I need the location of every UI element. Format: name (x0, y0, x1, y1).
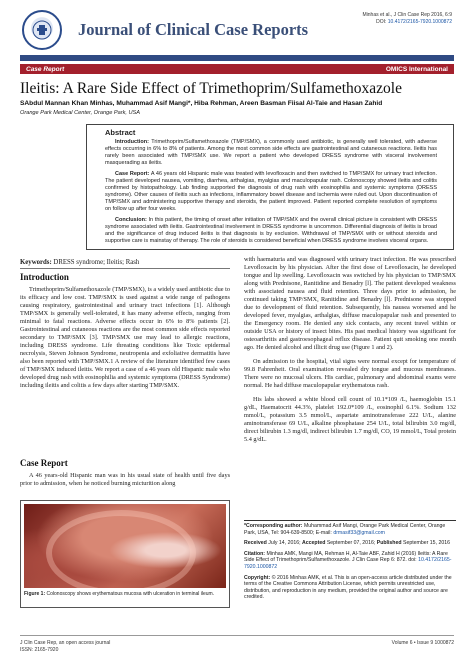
figure-caption-text: Colonoscopy shows erythematous mucosa with ulceration in terminal ileum. (46, 591, 215, 597)
introduction-heading: Introduction (20, 272, 69, 282)
citation-text: Minhas AMK, Mangi MA, Rehman H, Al-Taie ABF, Zahid H (2016) Ileitis: A Rare Side Effect of Trimethoprim/Sulfamethoxazole. J Clin Case Rep 6: 872. doi: (244, 550, 448, 564)
accepted-label: Accepted (302, 540, 326, 547)
introduction-paragraph: Trimethoprim/Sulfamethoxazole (TMP/SMX), is a widely used antibiotic due to its efficacy and low cost. TMP/SMX is used against a wide range of pathogens causing respiratory, gastrointestinal and urinary tract infections [1]. Although TMP/SMX is generally well-tolerated, it has many adverse effects, ranging from minimal to fatal reactions. Adverse effects occur in 6% to 8% patients [2]. Gastrointestinal and cutaneous reactions are the most common side effects reported secondary to TMP/SMX [3]. TMP/SMX use may lead to allergic reactions, including DRESS syndrome. Life threating conditions like Toxic epidermal necrolysis, Steven Johnson Syndrome, neutropenia and exfoliative dermatitis have also been reported with TMP/SMX.1 A review of the literature identified few cases of TMP/SMX induced ileitis. We report a case of a 46 years old Hispanic male who developed drug rash with eosinophilia and systemic symptoms (DRESS Syndrome) including ileitis and colitis a few days after starting TMP/SMX. (20, 286, 230, 389)
case-report-body (20, 472, 230, 488)
footer-journal: J Clin Case Rep, an open access journal (20, 640, 111, 646)
footer-left (20, 640, 110, 654)
article-title: Ileitis: A Rare Side Effect of Trimethoprim/Sulfamethoxazole (20, 80, 402, 97)
citation-label: Citation: (244, 550, 266, 557)
correspondence-box (244, 523, 456, 605)
abstract-introduction (105, 139, 437, 167)
abstract-case-report (105, 171, 437, 213)
cite-line: Minhas et al., J Clin Case Rep 2016, 6:9 (362, 12, 452, 18)
article-type-label: Case Report (26, 65, 65, 73)
affiliation: Orange Park Medical Center, Orange Park, USA (20, 110, 141, 116)
copyright-text: © 2016 Minhas AMK, et al. This is an open-access article distributed under the terms of the Creative Commons Attribution License, which permits unrestricted use, distribution, and reproduction in any medium, provided the original author and source are credited. (244, 574, 452, 601)
footer-divider (20, 635, 454, 636)
author-list: SAbdul Mannan Khan Minhas, Muhammad Asif Mangi*, Hiba Rehman, Areen Basman Fiisal Al-Taie and Hasan Zahid (20, 100, 383, 107)
case-report-heading: Case Report (20, 458, 68, 468)
doi-label: DOI: (376, 19, 387, 25)
copyright-label: Copyright: (244, 574, 271, 581)
admission-paragraph: On admission to the hospital, vital signs were normal except for temperature of 99.8 Fahrenheit. Oral examination revealed dry tongue and mucous membranes. There were no mucosal ulcers. His cardiac, pulmonary and abdominal exams were normal. He had diffuse maculopapular erythematous rash. (244, 358, 456, 389)
dates (244, 540, 456, 547)
keywords (20, 259, 139, 266)
figure-caption-label: Figure 1: (24, 591, 46, 597)
figure-caption (24, 591, 226, 598)
abstract-conclusion-text: In this patient, the timing of onset after initiation of TMP/SMX and the overall clinical picture is consistent with DRESS syndrome associated with ileitis. Gastrointestinal involvement in DRESS syndrome is uncommon. Differential diagnosis of ileitis is broad and the significance of drug induced ileitis is that diagnosis is by exclusion. Withdrawal of TMP/SMX with or without steroids and supportive care is mainstay of therapy. The role of steroids is considered beneficial when DRESS syndrome involves visceral organs. (105, 217, 438, 244)
citation-header (363, 12, 453, 26)
introduction-body (20, 286, 230, 390)
history-paragraph: with haematuria and was diagnosed with urinary tract infection. He was prescribed Levofloxacin by his physician. After the first dose of Levofloxacin, he developed tongue and lip swelling. Levofloxacin was switched by his physician to TMP/SMX along with Prednisone, Ranitidine and Benadry [l]. The patient developed weakness with associated nausea and fluid retention. Three days prior to admission, he continued taking TMP/SMX, Ranitidine and Benadry [l]. Prednisone was stopped due to development of fluid retention. Subsequently, his nausea worsened and he developed fever, myalgias, arthalgias, diffuse maculopapular rash and presented to the Emergency room. He denied any sick contacts, any recent travel within or outside USA or history of insect bites. His past medical history was significant for osteoarthritis and gastroesophageal reflux disease. Patient quit smoking one month ago. He denied alcohol and illicit drug use (Figure 1 and 2). (244, 256, 456, 351)
abstract-conclusion (105, 217, 437, 245)
keywords-label: Keywords: (20, 259, 52, 266)
published-label: Published (376, 540, 402, 547)
received-date: July 14, 2016; (268, 540, 301, 547)
figure-1 (20, 500, 230, 608)
abstract-heading: Abstract (105, 128, 136, 137)
header-band-red (20, 64, 454, 74)
colonoscopy-image (24, 504, 226, 588)
journal-seal-icon (31, 19, 53, 41)
copyright (244, 575, 456, 601)
citation-doi-link[interactable]: 10.4172/2165-7920.1000872 (244, 557, 452, 570)
keywords-value: DRESS syndrome; Ileitis; Rash (53, 259, 140, 266)
footer-issn: ISSN: 2165-7920 (20, 647, 59, 653)
header-band-blue (20, 55, 454, 61)
journal-logo (22, 10, 62, 50)
keywords-divider (20, 268, 230, 269)
journal-title: Journal of Clinical Case Reports (78, 20, 309, 39)
doi-link[interactable]: 10.4172/2165-7920.1000872 (387, 19, 452, 25)
case-report-paragraph: A 46 years-old Hispanic man was in his usual state of health until five days prior to admission, when he noticed burning micturition along (20, 472, 230, 487)
corr-text: Muhammad Asif Mangi, Orange Park Medical Center, Orange Park, USA, Tel: 904-639-8500; E-mail: (244, 523, 446, 536)
abstract-case-text: A 46 years old Hispanic male was treated with levofloxacin and then switched to TMP/SMX for urinary tract infection. The patient developed nausea, vomiting, diarrhea, arthalgias, myalgias and maculopapular rash. Colonoscopy showed ileitis and colitis confirmed by histopathology. Lab finding supported the diagnosis of drug rash with eosinophilia and systemic symptoms (DRESS syndrome). Other causes of ileitis such as infections, inflammatory bowel disease and ischemia were ruled out. Upon discontinuation of TMP/SMX and administering supportive therapy and steroids, the patient improved. Patient reported complete resolution of symptoms on follow up after four weeks. (105, 171, 437, 212)
footer-volume: Volume 6 • Issue 9 1000872 (391, 640, 454, 646)
abstract-intro-label: Introduction: (115, 139, 149, 145)
received-label: Received (244, 540, 267, 547)
right-column-body (244, 256, 456, 444)
published-date: September 15, 2016 (402, 540, 450, 547)
abstract-conclusion-label: Conclusion: (115, 217, 147, 223)
abstract-intro-text: Trimethoprim/Sulfamethoxazole (TMP/SMX), a commonly used antibiotic, is generally well tolerated, with adverse effects occurring in 6% to 8% of patients. Among the most common side effects are gastrointestinal and cutaneous reactions. Ileitis has rarely been associated with TMP/SMX use. We report a patient who developed DRESS syndrome with visceral involvement masquerading as ileitis. (105, 139, 437, 166)
accepted-date: September 07, 2016; (326, 540, 376, 547)
publisher-label: OMICS International (385, 65, 448, 73)
abstract-case-label: Case Report: (115, 171, 150, 177)
citation (244, 551, 456, 571)
labs-paragraph: His labs showed a white blood cell count of 10.1*109 /L, haemoglobin 15.1 g/dL, Haematocrit 44.3%, platelet 192.0*109 /L, eosinophil 6.1%. Sodium 132 mmol/L, potassium 3.5 mmol/L, aspartate aminotransferase 222 U/L, alanine aminotransferase 69 U/L, alkaline phosphatase 254 U/L, total bilirubin 3.0 mg/dl, direct bilirubin 1.3 mg/dl, indirect bilirubin 1.7 mg/dl, CO, 19 mmol/L, Total protein 5.4 g/dL. (244, 396, 456, 443)
corresponding-author (244, 523, 456, 536)
corr-label: *Corresponding author: (244, 523, 303, 529)
correspondence-divider (244, 520, 456, 521)
abstract-box (86, 124, 454, 250)
corr-email-link[interactable]: drmasif33@gmail.com (333, 529, 385, 536)
